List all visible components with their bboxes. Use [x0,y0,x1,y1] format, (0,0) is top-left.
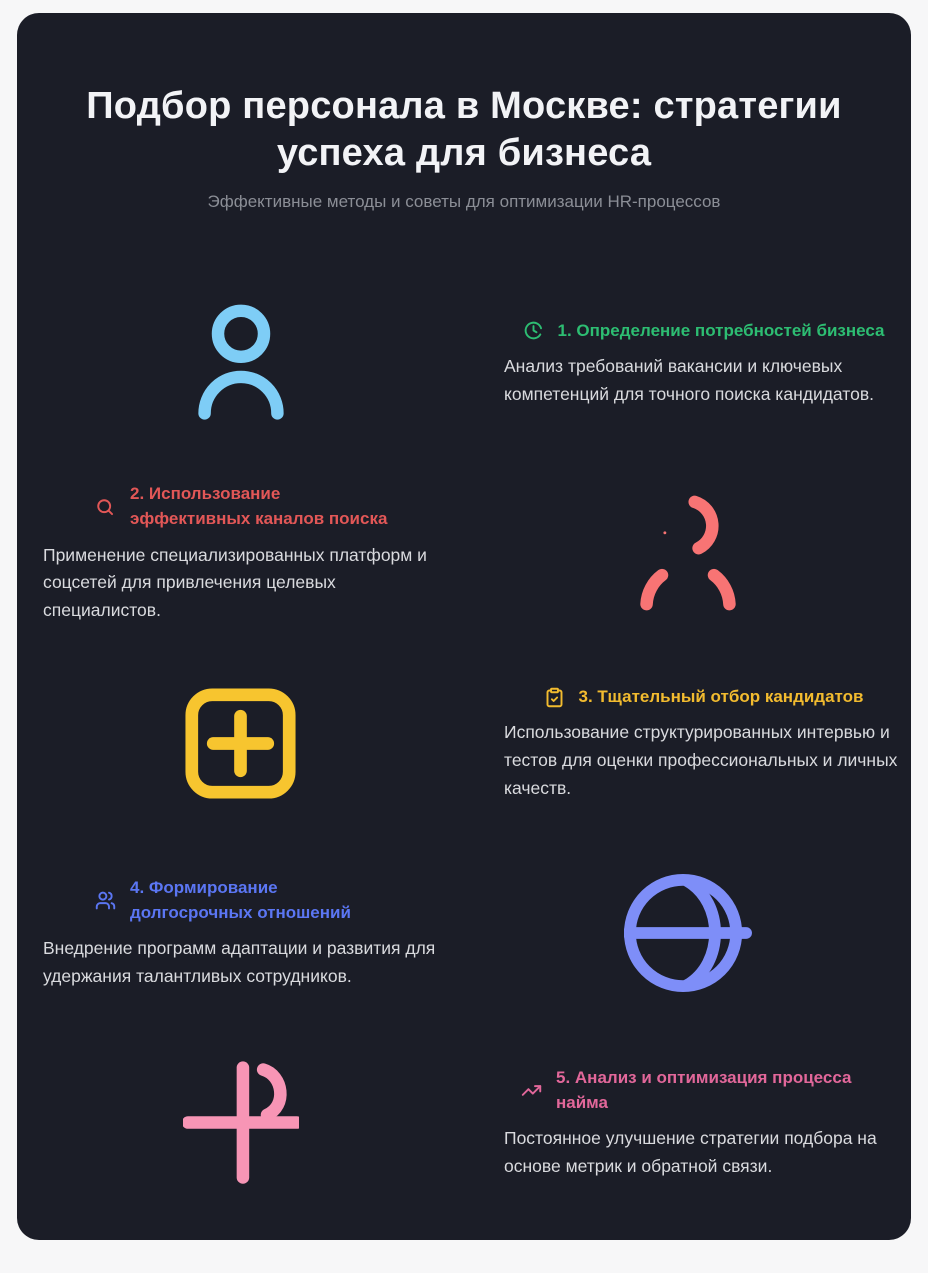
square-plus-icon [17,687,464,800]
section-5-heading: 5. Анализ и оптимизация процесса найма [556,1068,852,1112]
section-4 [17,838,911,1028]
infographic-card [17,13,911,1240]
section-3 [17,648,911,838]
search-icon [95,497,116,518]
section-5-text [464,1066,911,1181]
person-dashed-icon [464,492,911,614]
section-3-heading: 3. Тщательный отбор кандидатов [578,686,864,706]
users-icon [95,890,116,911]
section-2-body: Применение специализированных платформ и соцсетей для привлечения целевых специалистов. [43,544,427,620]
section-5 [17,1028,911,1218]
section-2 [17,458,911,648]
section-5-body: Постоянное улучшение стратегии подбора на основе метрик и обратной связи. [504,1128,877,1177]
section-1-body: Анализ требований вакансии и ключевых компетенций для точного поиска кандидатов. [504,356,874,404]
person-outline-icon [17,304,464,423]
section-2-heading-row [43,482,454,531]
clipboard-check-icon [544,687,565,708]
section-5-heading-row [504,1066,903,1115]
section-4-heading: 4. Формирование долгосрочных отношений [130,878,351,922]
page-title: Подбор персонала в Москве: стратегии успеха для бизнеса [86,85,842,174]
section-3-body: Использование структурированных интервью и тестов для оценки профессиональных и личных качеств. [504,722,898,798]
trending-up-icon [521,1080,542,1101]
section-3-text [464,685,911,803]
plus-curve-icon [17,1058,464,1189]
section-2-heading: 2. Использование эффективных каналов поиска [130,484,388,528]
sections-list [17,268,911,1218]
clock-icon [523,320,544,341]
section-1-heading-row [504,319,903,344]
globe-icon [464,871,911,995]
section-1 [17,268,911,458]
page-subtitle: Эффективные методы и советы для оптимизации HR-процессов [207,192,721,212]
section-1-text [464,319,911,409]
section-4-heading-row [43,876,454,925]
section-4-text [17,876,464,991]
section-2-text [17,482,464,624]
section-1-heading: 1. Определение потребностей бизнеса [557,320,885,340]
section-4-body: Внедрение программ адаптации и развития для удержания талантливых сотрудников. [43,938,436,987]
section-3-heading-row [504,685,903,710]
